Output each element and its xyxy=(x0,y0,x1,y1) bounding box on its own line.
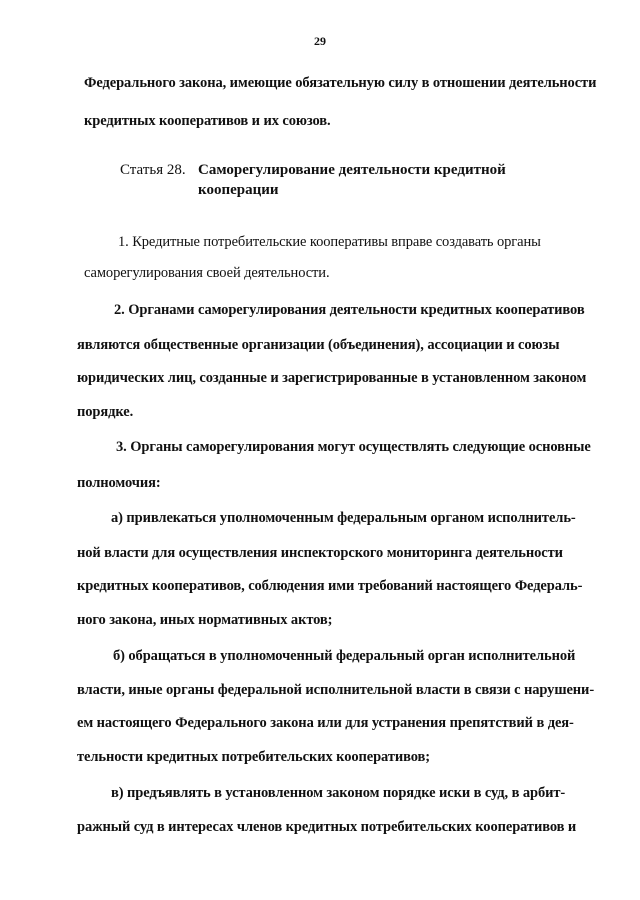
list-item-line: власти, иные органы федеральной исполнительной власти в связи с нарушени- xyxy=(77,682,595,698)
article-number: Статья 28. xyxy=(120,162,186,178)
article-title-line: Саморегулирование деятельности кредитной xyxy=(198,162,506,178)
paragraph-line: 2. Органами саморегулирования деятельности кредитных кооперативов xyxy=(114,302,585,318)
paragraph-line: Федерального закона, имеющие обязательную силу в отношении деятельности xyxy=(84,75,597,91)
list-item-line: ной власти для осуществления инспекторского мониторинга деятельности xyxy=(77,545,563,561)
list-item-line: тельности кредитных потребительских кооперативов; xyxy=(77,749,430,765)
list-item-line: кредитных кооперативов, соблюдения ими требований настоящего Федераль- xyxy=(77,578,583,594)
article-title xyxy=(198,160,518,200)
paragraph-line: являются общественные организации (объединения), ассоциации и союзы xyxy=(77,337,560,353)
paragraph-line: саморегулирования своей деятельности. xyxy=(84,265,330,281)
list-item-line: ного закона, иных нормативных актов; xyxy=(77,612,333,628)
paragraph-line: 3. Органы саморегулирования могут осуществлять следующие основные xyxy=(116,439,591,455)
page-number: 29 xyxy=(314,34,326,48)
list-item-line: а) привлекаться уполномоченным федеральным органом исполнитель- xyxy=(111,510,576,526)
paragraph-line: 1. Кредитные потребительские кооперативы вправе создавать органы xyxy=(118,234,541,250)
list-item-line: в) предъявлять в установленном законом порядке иски в суд, в арбит- xyxy=(111,785,566,801)
paragraph-line: полномочия: xyxy=(77,475,161,491)
list-item-line: ражный суд в интересах членов кредитных потребительских кооперативов и xyxy=(77,819,577,835)
paragraph-line: кредитных кооперативов и их союзов. xyxy=(84,113,331,129)
paragraph-line: юридических лиц, созданные и зарегистрированные в установленном законом xyxy=(77,370,587,386)
paragraph-line: порядке. xyxy=(77,404,134,420)
list-item-line: ем настоящего Федерального закона или для устранения препятствий в дея- xyxy=(77,715,574,731)
list-item-line: б) обращаться в уполномоченный федеральный орган исполнительной xyxy=(113,648,576,664)
article-title-line: кооперации xyxy=(198,182,279,198)
